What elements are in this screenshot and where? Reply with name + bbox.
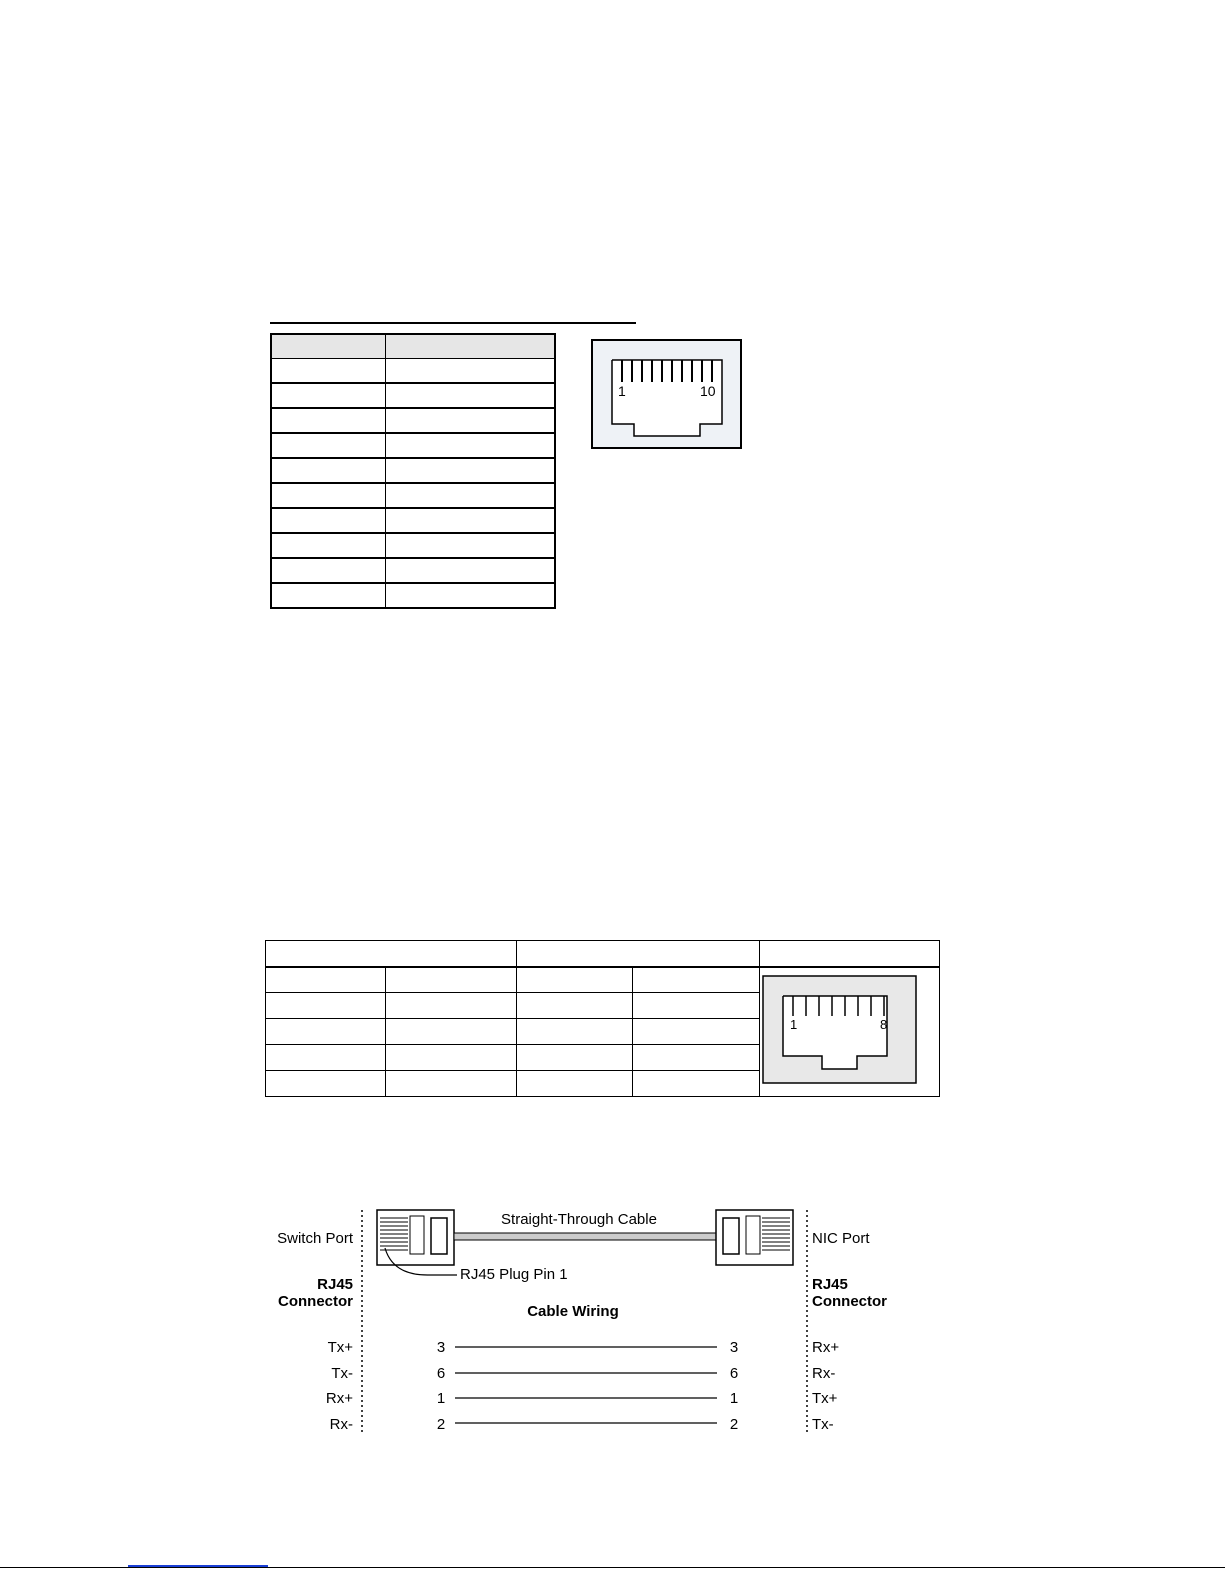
right-connector-label-1: RJ45 bbox=[812, 1276, 848, 1293]
right-signal: Tx+ bbox=[812, 1390, 838, 1407]
table-row bbox=[271, 383, 555, 408]
table-row bbox=[271, 458, 555, 483]
left-pin: 2 bbox=[436, 1416, 446, 1433]
cable-title: Straight-Through Cable bbox=[501, 1211, 657, 1228]
wire-row bbox=[326, 1390, 838, 1407]
rj45-10pin-jack bbox=[590, 338, 744, 451]
table-row bbox=[271, 483, 555, 508]
rj45-8pin-jack bbox=[762, 975, 918, 1087]
left-signal: Rx- bbox=[329, 1416, 353, 1433]
table-row bbox=[271, 533, 555, 558]
right-signal: Tx- bbox=[812, 1416, 834, 1433]
left-connector-label-2: Connector bbox=[278, 1293, 353, 1310]
header-cell-signal bbox=[386, 334, 556, 358]
right-pin: 6 bbox=[729, 1365, 739, 1382]
table-header-row bbox=[266, 941, 940, 967]
jack-pin-first-label: 1 bbox=[790, 1017, 798, 1032]
left-port-label: Switch Port bbox=[277, 1230, 353, 1247]
table-header-row bbox=[271, 334, 555, 358]
table-row bbox=[271, 433, 555, 458]
right-plug-icon bbox=[716, 1210, 793, 1265]
plug-pin-label: RJ45 Plug Pin 1 bbox=[460, 1266, 568, 1283]
right-pin: 2 bbox=[729, 1416, 739, 1433]
table-row bbox=[271, 583, 555, 608]
jack-pin-first-label: 1 bbox=[618, 383, 626, 399]
pin-table-10 bbox=[270, 333, 556, 609]
table-row bbox=[271, 408, 555, 433]
left-connector-label-1: RJ45 bbox=[317, 1276, 353, 1293]
left-signal: Tx+ bbox=[327, 1339, 353, 1356]
left-signal: Tx- bbox=[331, 1365, 353, 1382]
left-signal: Rx+ bbox=[325, 1390, 353, 1407]
section-rule bbox=[270, 322, 636, 324]
left-pin: 6 bbox=[436, 1365, 446, 1382]
right-signal: Rx- bbox=[812, 1365, 836, 1382]
left-pin: 1 bbox=[436, 1390, 446, 1407]
right-pin: 1 bbox=[729, 1390, 739, 1407]
right-signal: Rx+ bbox=[812, 1339, 840, 1356]
wire-row bbox=[331, 1365, 835, 1382]
wiring-title: Cable Wiring bbox=[527, 1303, 619, 1320]
wire-row bbox=[330, 1416, 834, 1433]
cable-wiring-diagram bbox=[265, 1200, 905, 1440]
left-pin: 3 bbox=[436, 1339, 446, 1356]
cable-body bbox=[454, 1233, 716, 1240]
footer-rule bbox=[0, 1567, 1225, 1568]
table-row bbox=[271, 508, 555, 533]
right-pin: 3 bbox=[729, 1339, 739, 1356]
table-row bbox=[271, 358, 555, 383]
header-cell-pin bbox=[271, 334, 386, 358]
jack-pin-last-label: 8 bbox=[880, 1017, 888, 1032]
table-row bbox=[271, 558, 555, 583]
footer-link-underline[interactable] bbox=[128, 1565, 268, 1567]
jack-pin-last-label: 10 bbox=[700, 383, 716, 399]
wire-row bbox=[328, 1339, 840, 1356]
right-port-label: NIC Port bbox=[812, 1230, 870, 1247]
right-connector-label-2: Connector bbox=[812, 1293, 887, 1310]
